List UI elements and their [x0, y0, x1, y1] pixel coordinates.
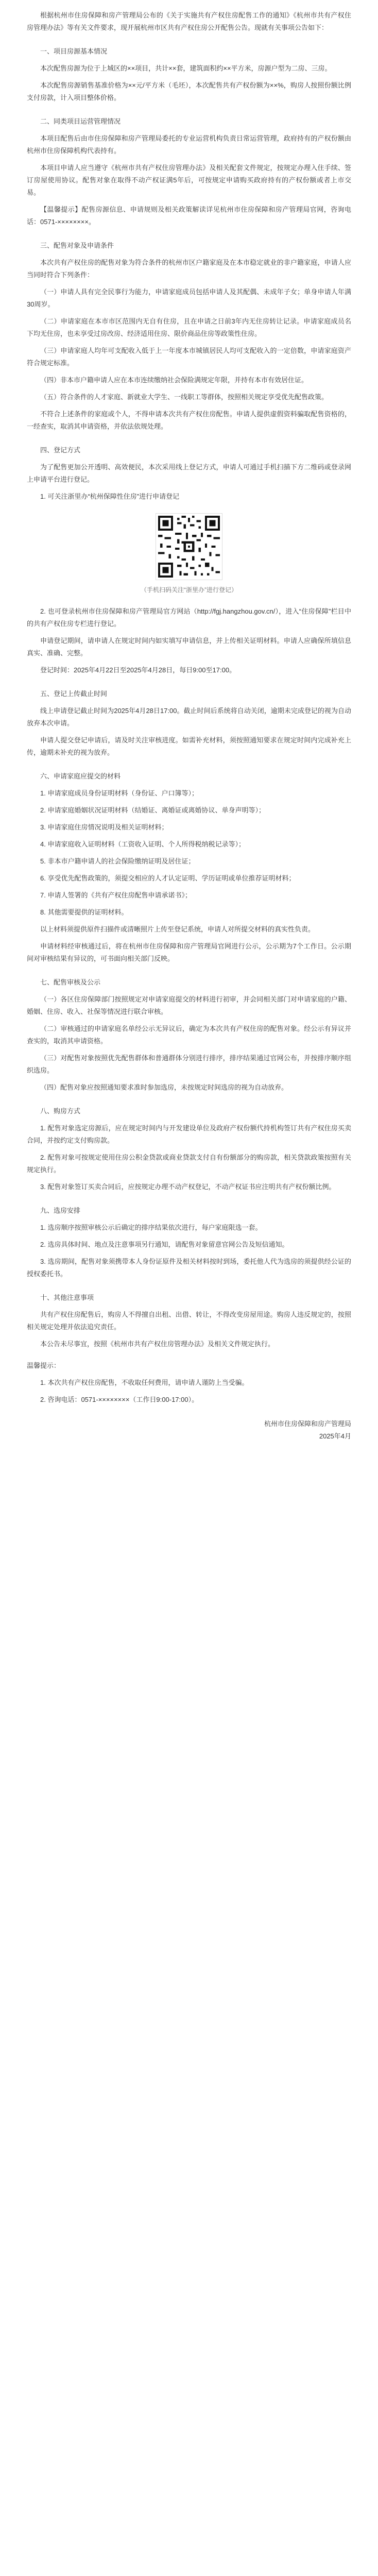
- section-10-para: 共有产权住房配售后，购房人不得擅自出租、出借、转让，不得改变房屋用途。购房人违反规定的，按照相关规定处理并依法追究责任。: [27, 1311, 351, 1331]
- materials-list-item: 6. 享受优先配售政策的，须提交相应的人才认定证明、学历证明或单位推荐证明材料；: [40, 874, 296, 882]
- materials-list-item: 3. 申请家庭住房情况说明及相关证明材料；: [40, 823, 168, 831]
- materials-list-item: 5. 非本市户籍申请人的社会保险缴纳证明及居住证；: [40, 857, 195, 865]
- registration-time-label: 登记时间：: [40, 666, 74, 674]
- section-3-para: （三）申请家庭人均年可支配收入低于上一年度本市城镇居民人均可支配收入的一定倍数，申请家庭资产符合规定标准。: [27, 347, 351, 367]
- section-8-para: 2. 配售对象可按规定使用住房公积金贷款或商业贷款支付自有份额部分的购房款，相关贷款政策按照有关规定执行。: [27, 1154, 351, 1174]
- section-7-para: （四）配售对象应按照通知要求准时参加选房，未按规定时间选房的视为自动放弃。: [40, 1083, 288, 1091]
- section-9-para: 2. 选房具体时间、地点及注意事项另行通知，请配售对象留意官网公告及短信通知。: [40, 1241, 289, 1248]
- materials-list-item: 7. 申请人签署的《共有产权住房配售申请承诺书》；: [40, 891, 192, 899]
- tips-title: 温馨提示：: [27, 1362, 61, 1369]
- section-1-para: 本次配售房源销售基准价格为××元/平方米（毛坯），本次配售共有产权份额为××%，购房人按照份额比例支付房款，计入项目整体价格。: [27, 81, 351, 101]
- section-6-title: 六、申请家庭应提交的材料: [40, 772, 121, 780]
- section-9-para: 3. 选房期间，配售对象须携带本人身份证原件及相关材料按时到场，委托他人代为选房的须提供经公证的授权委托书。: [27, 1258, 351, 1278]
- section-4-title: 四、登记方式: [40, 446, 81, 454]
- section-10-title: 十、其他注意事项: [40, 1294, 94, 1301]
- section-8-para: 1. 配售对象选定房源后，应在规定时间内与开发建设单位及政府产权份额代持机构签订共有产权住房买卖合同，并按约定支付购房款。: [27, 1124, 351, 1144]
- section-9-title: 九、选房安排: [40, 1207, 81, 1214]
- section-7-para: （二）审核通过的申请家庭名单经公示无异议后，确定为本次共有产权住房的配售对象。经公示有异议并查实的，取消其申请资格。: [27, 1025, 351, 1045]
- section-1-title: 一、项目房源基本情况: [40, 47, 108, 55]
- materials-list-item: 8. 其他需要提供的证明材料。: [40, 908, 128, 916]
- section-3-para: 不符合上述条件的家庭或个人，不得申请本次共有产权住房配售。申请人提供虚假资料骗取配售资格的，一经查实，取消其申请资格，并依法依规处理。: [27, 410, 351, 430]
- signature-date: 2025年4月: [319, 1432, 351, 1440]
- announcement-document: [27, 0, 351, 1463]
- signature-org: 杭州市住房保障和房产管理局: [264, 1420, 351, 1428]
- section-2-para: 本项目配售后由市住房保障和房产管理局委托的专业运营机构负责日常运营管理，政府持有的产权份额由杭州市住房保障机构代表持有。: [27, 134, 351, 155]
- section-7-para: （一）各区住房保障部门按照规定对申请家庭提交的材料进行初审，并会同相关部门对申请家庭的户籍、婚姻、住房、收入、社保等情况进行联合审核。: [27, 995, 351, 1015]
- section-10-para: 本公告未尽事宜，按照《杭州市共有产权住房管理办法》及相关文件规定执行。: [40, 1340, 275, 1348]
- section-4-para: 2. 也可登录杭州市住房保障和房产管理局官方网站（http://fgj.hangzhou.gov.cn/），进入“住房保障”栏目中的共有产权住房专栏进行登记。: [27, 607, 351, 628]
- section-4-para: 申请登记期间，请申请人在规定时间内如实填写申请信息，并上传相关证明材料。申请人应确保所填信息真实、准确、完整。: [27, 637, 351, 657]
- section-2-para: 本项目申请人应当遵守《杭州市共有产权住房管理办法》及相关配套文件规定，按规定办理入住手续、签订房屋使用协议。配售对象在取得不动产权证满5年后，可按规定申请购买政府持有的产权份额或者上市交易。: [27, 164, 351, 196]
- tips-item: 1. 本次共有产权住房配售，不收取任何费用，请申请人谨防上当受骗。: [40, 1379, 249, 1386]
- intro-paragraph: 根据杭州市住房保障和房产管理局公布的《关于实施共有产权住房配售工作的通知》《杭州市共有产权住房管理办法》等有关文件要求，现开展杭州市区共有产权住房公开配售公告。现就有关事项公告如下：: [27, 11, 351, 31]
- section-8-para: 3. 配售对象签订买卖合同后，应按规定办理不动产权登记，不动产权证书应注明共有产权份额比例。: [40, 1183, 336, 1191]
- tips-item: 2. 咨询电话：0571-××××××××（工作日9:00-17:00）。: [40, 1396, 199, 1403]
- registration-time: [27, 664, 351, 676]
- section-3-title: 三、配售对象及申请条件: [40, 242, 114, 249]
- section-6-para: 申请材料经审核通过后，将在杭州市住房保障和房产管理局官网进行公示，公示期为7个工作日。公示期间对审核结果有异议的，可书面向相关部门反映。: [27, 942, 351, 962]
- registration-time-value: 2025年4月22日至2025年4月28日，每日9:00至17:00。: [74, 666, 236, 674]
- qr-lead-text: 1. 可关注浙里办“杭州保障性住房”进行申请登记: [40, 493, 180, 500]
- section-7-title: 七、配售审核及公示: [40, 978, 101, 986]
- qr-code-container: [27, 513, 351, 582]
- section-6-para: 以上材料须提供原件扫描件或清晰照片上传至登记系统，申请人对所提交材料的真实性负责。: [40, 925, 315, 933]
- section-3-para: （五）符合条件的人才家庭、新就业大学生、一线职工等群体，按照相关规定享受优先配售政策。: [40, 393, 329, 401]
- section-3-para: 本次共有产权住房的配售对象为符合条件的杭州市区户籍家庭及在本市稳定就业的非户籍家庭，申请人应当同时符合下列条件：: [27, 259, 351, 279]
- qr-code-icon: [158, 516, 220, 578]
- section-8-title: 八、购房方式: [40, 1107, 81, 1115]
- materials-list-item: 1. 申请家庭成员身份证明材料（身份证、户口簿等）；: [40, 789, 198, 797]
- qr-code-image[interactable]: [156, 513, 222, 580]
- section-5-para: 申请人提交登记申请后，请及时关注审核进度。如需补充材料，须按照通知要求在规定时间内完成补充上传，逾期未补充的视为放弃。: [27, 736, 351, 756]
- section-5-para: 线上申请登记截止时间为2025年4月28日17:00。截止时间后系统将自动关闭，逾期未完成登记的视为自动放弃本次申请。: [27, 707, 351, 727]
- section-3-para: （二）申请家庭在本市市区范围内无自有住房，且在申请之日前3年内无住房转让记录。申请家庭成员名下均无住房，也未享受过房改房、经济适用住房、限价商品住房等政策性住房。: [27, 317, 351, 337]
- section-2-para: 【温馨提示】配售房源信息、申请规则及相关政策解读详见杭州市住房保障和房产管理局官网，咨询电话：0571-××××××××。: [27, 206, 351, 226]
- qr-code-caption: （手机扫码关注“浙里办”进行登记）: [141, 586, 237, 594]
- section-3-para: （四）非本市户籍申请人应在本市连续缴纳社会保险满规定年限，并持有本市有效居住证。: [40, 376, 308, 384]
- section-7-para: （三）对配售对象按照优先配售群体和普通群体分别进行排序，排序结果通过官网公布，并按排序顺序组织选房。: [27, 1054, 351, 1074]
- materials-list-item: 2. 申请家庭婚姻状况证明材料（结婚证、离婚证或离婚协议、单身声明等）；: [40, 806, 265, 814]
- section-2-title: 二、同类项目运营管理情况: [40, 117, 121, 125]
- materials-list-item: 4. 申请家庭收入证明材料（工资收入证明、个人所得税纳税记录等）；: [40, 840, 245, 848]
- section-5-title: 五、登记上传截止时间: [40, 690, 108, 698]
- section-1-para: 本次配售房源为位于上城区的××项目，共计××套，建筑面积约××平方米，房源户型为二房、三房。: [40, 64, 332, 72]
- section-3-para: （一）申请人具有完全民事行为能力，申请家庭成员包括申请人及其配偶、未成年子女；单身申请人年满30周岁。: [27, 288, 351, 308]
- section-4-para: 为了配售更加公开透明、高效便民，本次采用线上登记方式，申请人可通过手机扫描下方二维码或登录网上申请平台进行登记。: [27, 463, 351, 483]
- section-9-para: 1. 选房顺序按照审核公示后确定的排序结果依次进行，每户家庭限选一套。: [40, 1224, 262, 1231]
